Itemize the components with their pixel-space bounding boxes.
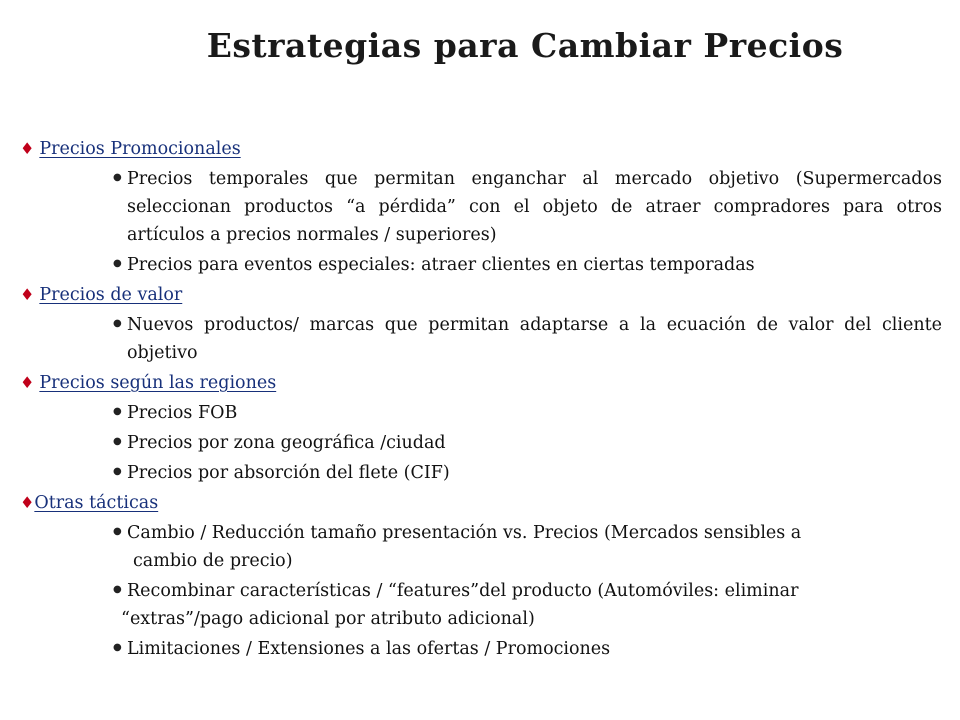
bullet-text: Nuevos productos/ marcas que permitan adaptarse a la ecuación de valor del cliente objetivo [127,315,942,363]
bullet-text: Precios para eventos especiales: atraer clientes en ciertas temporadas [127,255,755,275]
dot-bullet-icon: ● [113,584,122,595]
heading-link-promocionales[interactable]: Precios Promocionales [39,139,241,159]
heading-link-valor[interactable]: Precios de valor [39,285,183,305]
diamond-bullet-icon: ♦ [20,285,35,304]
dot-bullet-icon: ● [113,406,122,417]
bullet-text [121,577,942,633]
dot-bullet-icon: ● [113,466,122,477]
section-heading-regiones [20,369,942,397]
bullet-line-2: “extras”/pago adicional por atributo adicional) [121,609,535,629]
list-item [113,251,942,279]
section-heading-otras [20,489,942,517]
list-item [113,519,942,575]
list-item [113,165,942,249]
heading-link-otras[interactable]: Otras tácticas [34,493,159,513]
list-item [113,459,942,487]
list-item [113,577,942,633]
slide-content [20,133,942,663]
bullet-text: Precios por zona geográfica /ciudad [127,433,446,453]
list-item [113,399,942,427]
list-item [113,429,942,457]
list-item [113,311,942,367]
bullet-text: Precios por absorción del flete (CIF) [127,463,450,483]
section-heading-valor [20,281,942,309]
bullet-text: Limitaciones / Extensiones a las ofertas / Promociones [127,639,611,659]
diamond-bullet-icon: ♦ [20,139,35,158]
section-heading-promocionales [20,135,942,163]
bullet-line-1: Recombinar características / “features”del producto (Automóviles: eliminar [127,581,799,601]
dot-bullet-icon: ● [113,172,122,183]
bullet-text [127,519,942,575]
dot-bullet-icon: ● [113,318,122,329]
diamond-bullet-icon: ♦ [20,493,35,512]
page-title: Estrategias para Cambiar Precios [206,26,844,65]
dot-bullet-icon: ● [113,642,122,653]
bullet-line-2: cambio de precio) [133,551,293,571]
bullet-text: Precios FOB [127,403,238,423]
bullet-text: Precios temporales que permitan enganchar al mercado objetivo (Supermercados seleccionan productos “a pérdida” con el objeto de atraer compradores para otros artículos a precios normales / superiores) [127,169,942,245]
dot-bullet-icon: ● [113,436,122,447]
diamond-bullet-icon: ♦ [20,373,35,392]
dot-bullet-icon: ● [113,258,122,269]
list-item [113,635,942,663]
bullet-line-1: Cambio / Reducción tamaño presentación vs. Precios (Mercados sensibles a [127,523,802,543]
dot-bullet-icon: ● [113,526,122,537]
heading-link-regiones[interactable]: Precios según las regiones [39,373,277,393]
